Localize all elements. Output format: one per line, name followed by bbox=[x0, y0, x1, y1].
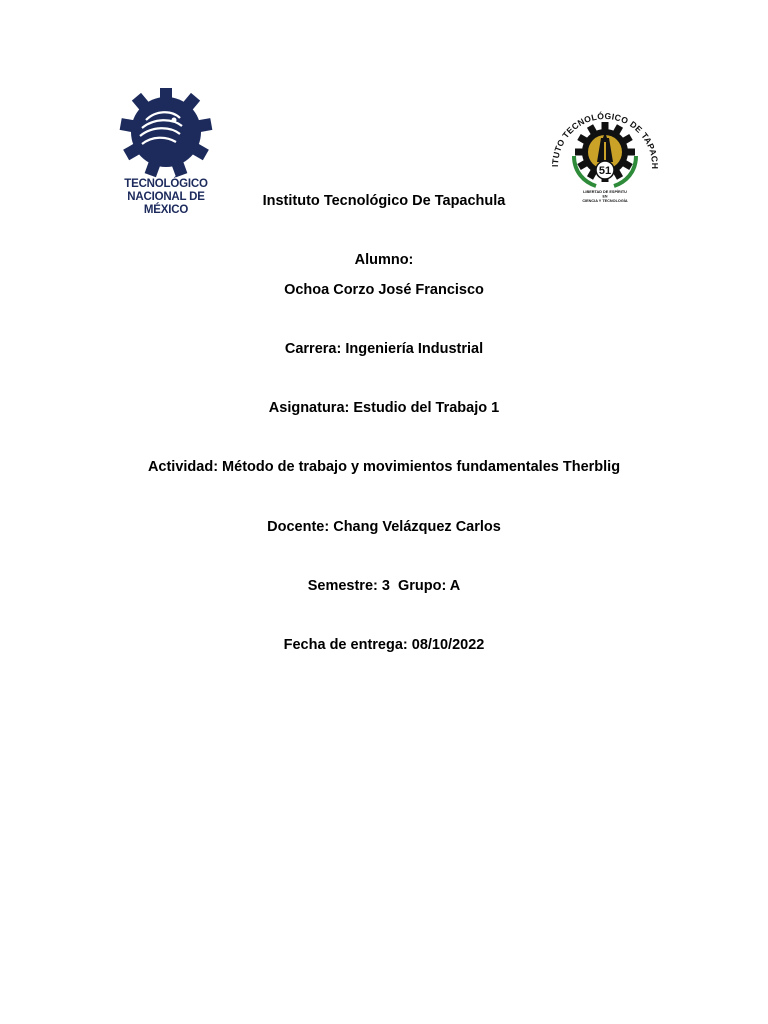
activity-line: Actividad: Método de trabajo y movimientos fundamentales Therblig bbox=[147, 459, 621, 475]
tecnm-logo-line2: NACIONAL DE MÉXICO bbox=[127, 191, 205, 216]
tecnm-logo-line1: TECNOLÓGICO bbox=[124, 178, 208, 190]
seal-ring-text: ITUTO TECNOLÓGICO DE TAPACH bbox=[549, 110, 661, 170]
seal-motto-line2: EN bbox=[602, 194, 608, 199]
ittapachula-seal-icon bbox=[544, 96, 666, 206]
subject-line: Asignatura: Estudio del Trabajo 1 bbox=[268, 400, 500, 416]
seal-number: 51 bbox=[598, 165, 612, 177]
student-label: Alumno: bbox=[354, 252, 414, 268]
seal-motto-line3: CIENCIA Y TECNOLOGÍA bbox=[582, 199, 628, 203]
teacher-line: Docente: Chang Velázquez Carlos bbox=[267, 519, 501, 535]
career-line: Carrera: Ingeniería Industrial bbox=[284, 341, 484, 357]
student-name: Ochoa Corzo José Francisco bbox=[284, 282, 484, 298]
semester-group-line: Semestre: 3 Grupo: A bbox=[307, 578, 461, 594]
institution-name: Instituto Tecnológico De Tapachula bbox=[262, 193, 506, 209]
ittapachula-logo bbox=[544, 96, 666, 206]
due-date-line: Fecha de entrega: 08/10/2022 bbox=[283, 637, 485, 653]
tecnm-gear-eagle-icon bbox=[104, 88, 228, 178]
seal-motto-line1: LIBERTAD DE ESPÍRITU bbox=[583, 190, 627, 194]
